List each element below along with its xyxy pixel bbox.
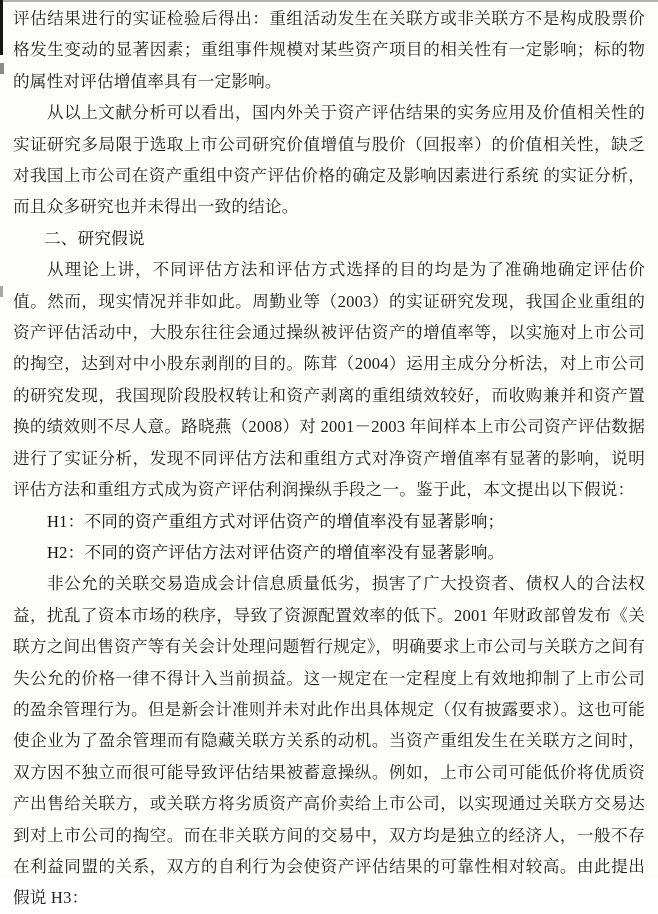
hypothesis-h1: H1：不同的资产重组方式对评估资产的增值率没有显著影响； <box>47 511 505 531</box>
paragraph-related-party-transactions: 非公允的关联交易造成会计信息质量低劣，损害了广大投资者、债权人的合法权益，扰乱了资本市场的秩序，导致了资源配置效率的低下。2001 年财政部曾发布《关联方之间出售资产等有关会计处理问题暂行规定》，明确要求上市公司与关联方之间有失公允的价格一律不得计入当前损益。这一规定在一定程度上有效地抑制了上市公司的盈余管理行为。但是新会计准则并未对此作出具体规定（仅有披露要求）。这也可能使企业为了盈余管理而有隐藏关联方关系的动机。当资产重组发生在关联方之间时，双方因不独立而很可能导致评估结果被蓄意操纵。例如，上市公司可能低价将优质资产出售给关联方，或关联方将劣质资产高价卖给上市公司，以实现通过关联方交易达到对上市公司的掏空。而在非关联方间的交易中，双方均是独立的经济人，一般不存在利益同盟的关系，双方的自利行为会使资产评估结果的可靠性相对较高。由此提出假说 H3： <box>13 574 645 908</box>
scan-artifact-top-line <box>0 0 658 2</box>
scan-artifact-left-tick <box>0 63 4 74</box>
paragraph-hypothesis-background: 从理论上讲，不同评估方法和评估方式选择的目的均是为了准确地确定评估价值。然而，现实情况并非如此。周勤业等（2003）的实证研究发现，我国企业重组的资产评估活动中，大股东往往会通过操纵被评估资产的增值率等，以实施对上市公司的掏空，达到对中小股东剥削的目的。陈茸（2004）运用主成分分析法，对上市公司的研究发现，我国现阶段股权转让和资产剥离的重组绩效较好，而收购兼并和资产置换的绩效则不尽人意。路晓燕（2008）对 2001－2003 年间样本上市公司资产评估数据进行了实证分析，发现不同评估方法和重组方式对净资产增值率有显著的影响，说明评估方法和重组方式成为资产评估利润操纵手段之一。鉴于此，本文提出以下假说： <box>13 260 645 500</box>
hypothesis-h2: H2：不同的资产评估方法对评估资产的增值率没有显著影响。 <box>47 542 505 562</box>
scan-artifact-left-bar <box>0 0 3 55</box>
paragraph-literature-summary: 从以上文献分析可以看出，国内外关于资产评估结果的实务应用及价值相关性的实证研究多局限于选取上市公司研究价值增值与股价（回报率）的价值相关性，缺乏对我国上市公司在资产重组中资产评估价格的确定及影响因素进行系统 的实证分析，而且众多研究也并未得出一致的结论。 <box>13 103 645 217</box>
page-text-block <box>13 3 645 914</box>
section-heading-research-hypotheses: 二、研究假说 <box>44 228 145 248</box>
paragraph-literature-review-conclusion: 评估结果进行的实证检验后得出：重组活动发生在关联方或非关联方不是构成股票价格发生变动的显著因素；重组事件规模对某些资产项目的相关性有一定影响；标的物的属性对评估增值率具有一定影响。 <box>13 9 645 91</box>
scan-artifact-left-tick <box>0 286 3 297</box>
